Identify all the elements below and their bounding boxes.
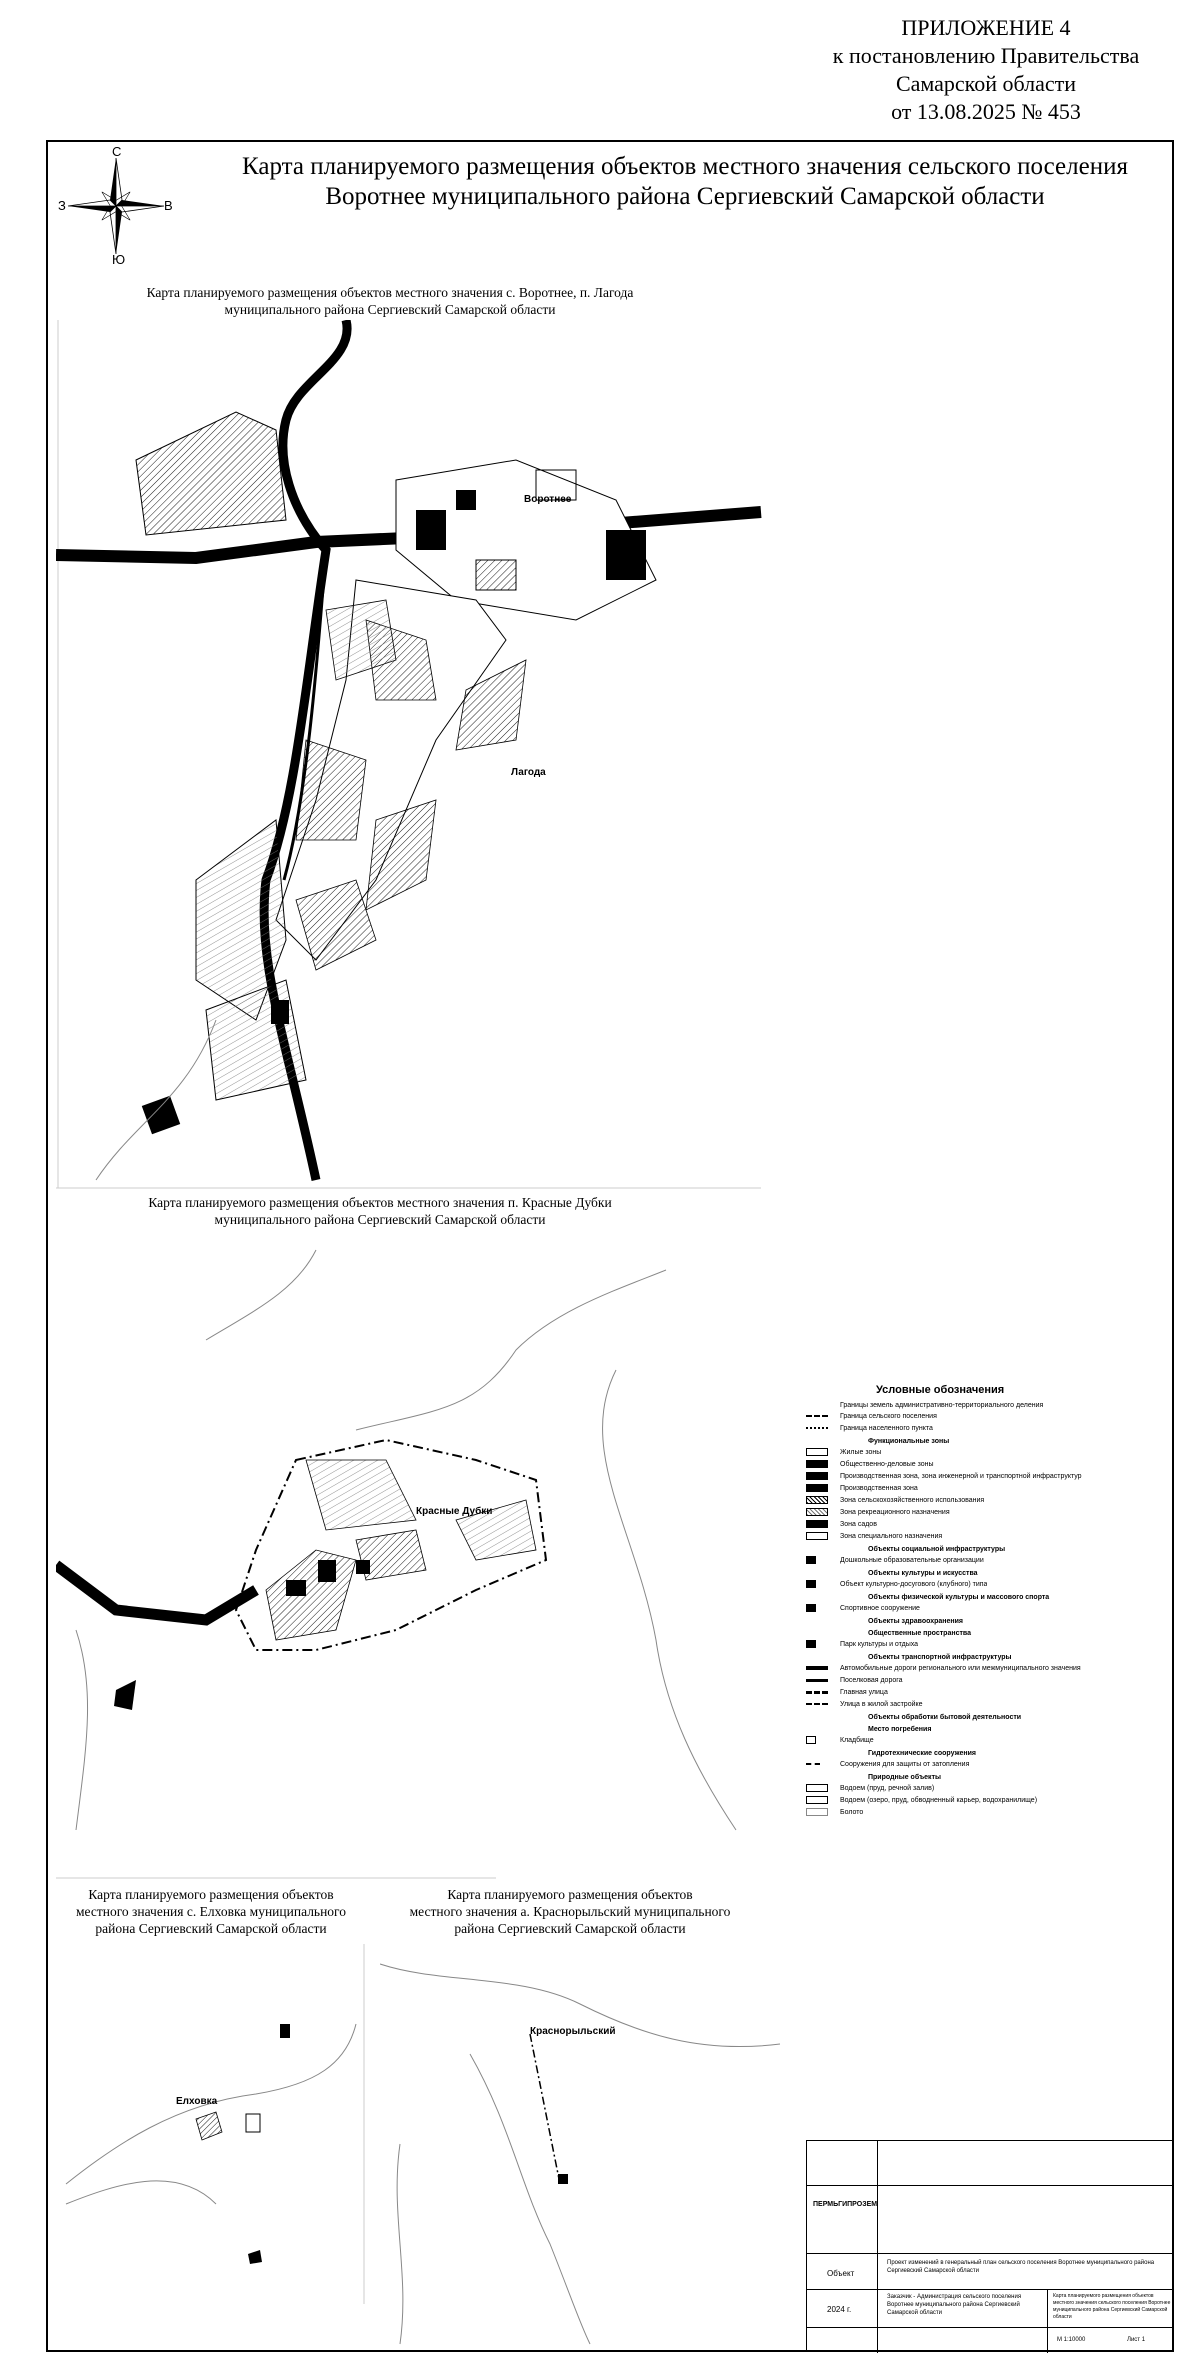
legend-row: Водоем (озеро, пруд, обводненный карьер, водохранилище) — [806, 1794, 1176, 1806]
legend-section: Объекты физической культуры и массового спорта — [868, 1594, 1050, 1601]
zone-swatch-icon — [806, 1532, 828, 1540]
legend-row: Производственная зона — [806, 1482, 1176, 1494]
water-symbol-icon — [806, 1784, 828, 1792]
legend-title: Условные обозначения — [876, 1384, 1005, 1396]
map-krasnorylsky[interactable] — [380, 1944, 800, 2354]
boundary-symbol-icon — [806, 1415, 828, 1417]
zone-swatch-icon — [806, 1508, 828, 1516]
map-title-elkhovka — [56, 1886, 366, 1937]
road-symbol-icon — [806, 1666, 828, 1670]
appendix-header — [806, 14, 1166, 126]
zone-swatch-icon — [806, 1472, 828, 1480]
boundary-symbol-icon — [806, 1427, 828, 1429]
map-title-line: муниципального района Сергиевский Самарской области — [214, 1212, 546, 1227]
zone-swatch-icon — [806, 1520, 828, 1528]
map-title-line: района Сергиевский Самарской области — [95, 1921, 327, 1936]
swamp-symbol-icon — [806, 1808, 828, 1816]
map-title-line: Карта планируемого размещения объектов местного значения с. Воротнее, п. Лагода — [146, 285, 634, 300]
client-text: Заказчик - Администрация сельского поселения Воротнее муниципального района Сергиевский Самарской области — [887, 2294, 1022, 2316]
legend-row: Граница населенного пункта — [806, 1422, 1176, 1434]
park-symbol-icon — [806, 1640, 816, 1648]
legend-section: Природные объекты — [868, 1774, 941, 1781]
appendix-line: от 13.08.2025 № 453 — [891, 99, 1081, 124]
scale-text: М 1:10000 — [1057, 2337, 1086, 2343]
map-title-line: района Сергиевский Самарской области — [454, 1921, 686, 1936]
main-title — [200, 152, 1170, 212]
place-label-elkhovka: Елховка — [176, 2096, 218, 2107]
legend-row: Болото — [806, 1806, 1176, 1818]
map-title-line: Карта планируемого размещения объектов — [447, 1887, 693, 1902]
legend-section: Объекты культуры и искусства — [868, 1570, 978, 1577]
legend-section: Объекты обработки бытовой деятельности — [868, 1714, 1022, 1721]
legend-row: Объект культурно-досугового (клубного) типа — [806, 1578, 1176, 1590]
legend-row: Улица в жилой застройке — [806, 1698, 1176, 1710]
map-title-krasnorylsky — [370, 1886, 770, 1937]
legend-row: Дошкольные образовательные организации — [806, 1554, 1176, 1566]
dam-symbol-icon — [806, 1763, 820, 1765]
map-title-krasnye-dubki — [140, 1194, 620, 1228]
legend-section: Гидротехнические сооружения — [868, 1750, 976, 1757]
map-legend — [806, 1386, 1176, 2146]
map-title-line: местного значения а. Краснорыльский муниципального — [409, 1904, 731, 1919]
compass-north: С — [112, 144, 122, 159]
legend-row: Поселковая дорога — [806, 1674, 1176, 1686]
compass-south: Ю — [112, 252, 126, 267]
road-symbol-icon — [806, 1679, 828, 1682]
place-label-vorotnee: Воротнее — [524, 494, 572, 505]
legend-row: Парк культуры и отдыха — [806, 1638, 1176, 1650]
legend-section: Объекты транспортной инфраструктуры — [868, 1654, 1012, 1661]
zone-swatch-icon — [806, 1496, 828, 1504]
year-text: 2024 г. — [827, 2305, 852, 2314]
legend-row: Сооружения для защиты от затопления — [806, 1758, 1176, 1770]
sheet-number: Лист 1 — [1127, 2337, 1146, 2343]
appendix-line: к постановлению Правительства — [832, 43, 1140, 68]
compass-east: В — [164, 198, 173, 213]
legend-row: Водоем (пруд, речной залив) — [806, 1782, 1176, 1794]
legend-section: Место погребения — [868, 1726, 932, 1733]
legend-row: Зона садов — [806, 1518, 1176, 1530]
map-title-line: Карта планируемого размещения объектов — [88, 1887, 334, 1902]
legend-row: Зона специального назначения — [806, 1530, 1176, 1542]
main-title-line: Воротнее муниципального района Сергиевский Самарской области — [325, 183, 1045, 210]
sport-symbol-icon — [806, 1604, 816, 1612]
zone-swatch-icon — [806, 1484, 828, 1492]
title-block — [806, 2140, 1174, 2352]
zone-swatch-icon — [806, 1460, 828, 1468]
club-symbol-icon — [806, 1580, 816, 1588]
legend-row: Спортивное сооружение — [806, 1602, 1176, 1614]
legend-row: Зона рекреационного назначения — [806, 1506, 1176, 1518]
legend-row: Общественно-деловые зоны — [806, 1458, 1176, 1470]
road-symbol-icon — [806, 1691, 828, 1694]
road-symbol-icon — [806, 1703, 828, 1705]
compass-rose-icon — [56, 146, 176, 266]
map-title-line: муниципального района Сергиевский Самарской области — [224, 302, 556, 317]
legend-row: Производственная зона, зона инженерной и транспортной инфраструктур — [806, 1470, 1176, 1482]
legend-row: Жилые зоны — [806, 1446, 1176, 1458]
legend-section: Объекты здравоохранения — [868, 1618, 964, 1625]
legend-section: Функциональные зоны — [868, 1438, 950, 1445]
legend-row: Автомобильные дороги регионального или межмуниципального значения — [806, 1662, 1176, 1674]
object-text: Проект изменений в генеральный план сельского поселения Воротнее муниципального района Сергиевский Самарской области — [887, 2260, 1155, 2274]
place-label-lagoda: Лагода — [511, 767, 546, 778]
map-krasnye-dubki[interactable] — [56, 1230, 796, 1880]
map-title-line: Карта планируемого размещения объектов местного значения п. Красные Дубки — [148, 1195, 612, 1210]
main-title-line: Карта планируемого размещения объектов местного значения сельского поселения — [242, 153, 1128, 180]
appendix-line: ПРИЛОЖЕНИЕ 4 — [901, 15, 1071, 40]
legend-row: Граница сельского поселения — [806, 1410, 1176, 1422]
legend-section: Общественные пространства — [868, 1630, 972, 1637]
legend-item: Границы земель административно-территориального деления — [840, 1402, 1044, 1409]
zone-swatch-icon — [806, 1448, 828, 1456]
legend-row: Кладбище — [806, 1734, 1176, 1746]
cemetery-symbol-icon — [806, 1736, 816, 1744]
compass-west: З — [58, 198, 66, 213]
place-label-krasnorylsky: Краснорыльский — [530, 2026, 616, 2037]
compass-rose — [56, 146, 176, 266]
org-name: ПЕРМЬГИПРОЗЕМ — [813, 2201, 878, 2208]
map-title-line: местного значения с. Елховка муниципального — [75, 1904, 347, 1919]
map-vorotnee[interactable] — [56, 320, 766, 1190]
map-elkhovka[interactable] — [56, 1944, 366, 2344]
legend-section: Объекты социальной инфраструктуры — [868, 1546, 1006, 1553]
water-symbol-icon — [806, 1796, 828, 1804]
school-symbol-icon — [806, 1556, 816, 1564]
sheet-title: Карта планируемого размещения объектов местного значения сельского поселения Воротнее муниципального района Сергиевский Самарской области — [1053, 2293, 1171, 2320]
object-label: Объект — [827, 2269, 855, 2278]
legend-row: Зона сельскохозяйственного использования — [806, 1494, 1176, 1506]
legend-row: Главная улица — [806, 1686, 1176, 1698]
map-title-vorotnee — [120, 284, 660, 318]
place-label-krasnye-dubki: Красные Дубки — [416, 1506, 493, 1517]
appendix-line: Самарской области — [895, 71, 1077, 96]
